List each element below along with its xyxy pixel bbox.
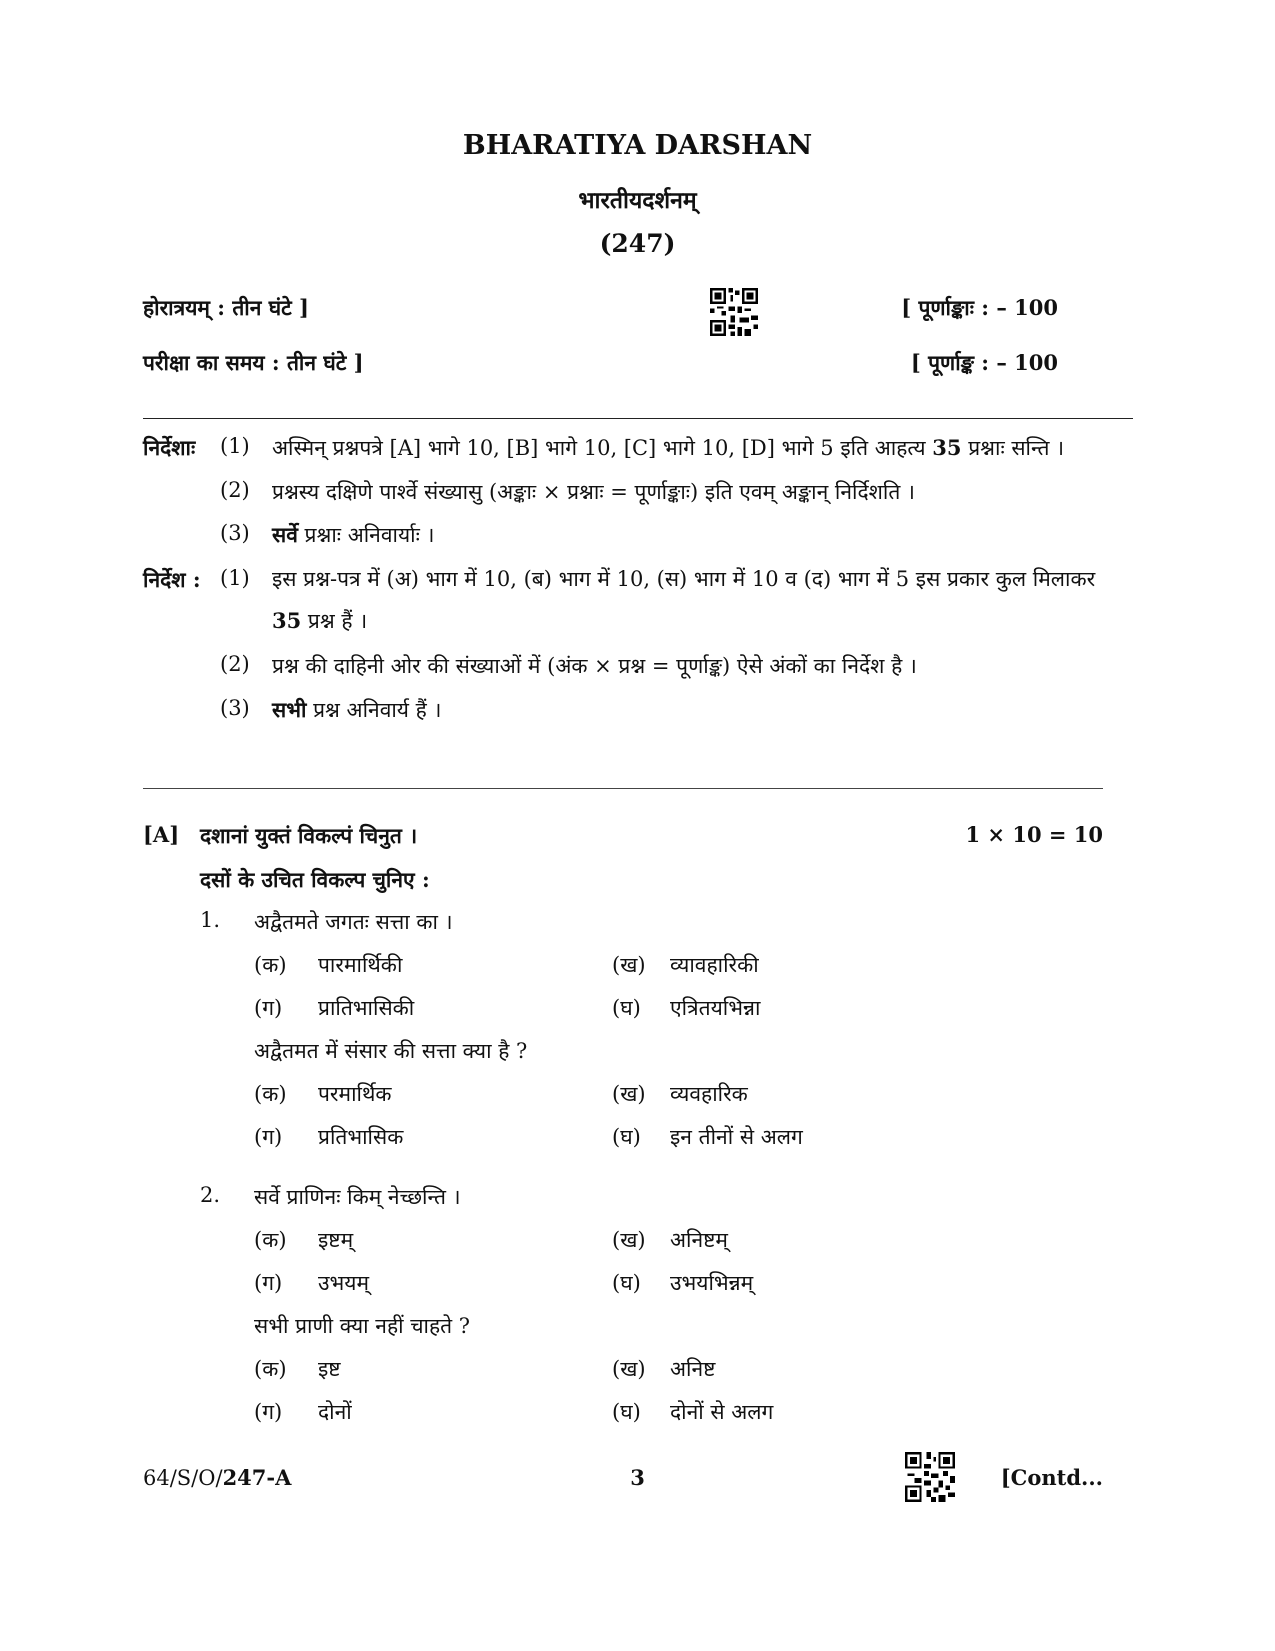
q1-sa-option-a: पारमार्थिकी — [318, 953, 403, 977]
q1-hi-option-a: परमार्थिक — [318, 1082, 392, 1106]
instructions-sanskrit-label: निर्देशाः — [143, 435, 196, 460]
time-hindi: परीक्षा का समय : तीन घंटे ] — [143, 350, 364, 375]
instruction-hi-2: प्रश्न की दाहिनी ओर की संख्याओं में (अंक × प्रश्न = पूर्णाङ्क) ऐसे अंकों का निर्देश है । — [272, 654, 917, 678]
section-a-label: [A] — [143, 822, 180, 847]
section-a-marks: 1 × 10 = 10 — [965, 822, 1103, 847]
instruction-hi-2-num: (2) — [220, 652, 250, 676]
q2-hi-option-d-label: (घ) — [612, 1400, 641, 1424]
q2-hi-option-c: दोनों — [318, 1400, 352, 1424]
q1-hi-option-b-label: (ख) — [612, 1082, 646, 1106]
instruction-hi-3: सभी प्रश्न अनिवार्य हैं । — [272, 697, 442, 722]
q1-sa-option-a-label: (क) — [254, 953, 287, 977]
instruction-sa-3: सर्वे प्रश्नाः अनिवार्याः । — [272, 522, 435, 547]
q2-sa-option-a: इष्टम् — [318, 1228, 354, 1252]
instruction-sa-2: प्रश्नस्य दक्षिणे पार्श्वे संख्यासु (अङ्काः × प्रश्नाः = पूर्णाङ्काः) इति एवम् अङ्कान् निर्दिशति । — [272, 480, 915, 504]
question-1-sanskrit: अद्वैतमते जगतः सत्ता का । — [254, 910, 453, 934]
q2-hi-option-a: इष्ट — [318, 1357, 341, 1381]
q2-hi-option-d: दोनों से अलग — [670, 1400, 774, 1424]
question-2-sanskrit: सर्वे प्राणिनः किम् नेच्छन्ति । — [254, 1185, 461, 1209]
subject-code: (247) — [599, 229, 676, 258]
instruction-sa-3-num: (3) — [220, 521, 250, 545]
q2-hi-option-b-label: (ख) — [612, 1357, 646, 1381]
q1-hi-option-a-label: (क) — [254, 1082, 287, 1106]
continued-marker: [Contd... — [1000, 1465, 1103, 1490]
q2-sa-option-c: उभयम् — [318, 1271, 370, 1295]
question-2-hindi: सभी प्राणी क्या नहीं चाहते ? — [254, 1314, 471, 1338]
q2-hi-option-b: अनिष्ट — [670, 1357, 716, 1381]
time-sanskrit: होरात्रयम् : तीन घंटे ] — [143, 295, 309, 320]
instruction-hi-1-num: (1) — [220, 566, 250, 590]
q2-sa-option-b: अनिष्टम् — [670, 1228, 728, 1252]
q1-hi-option-d-label: (घ) — [612, 1125, 641, 1149]
marks-sanskrit: [ पूर्णाङ्काः : – 100 — [901, 295, 1058, 320]
section-a-heading-sanskrit: दशानां युक्तं विकल्पं चिनुत । — [200, 823, 418, 848]
instruction-hi-1: इस प्रश्न-पत्र में (अ) भाग में 10, (ब) भाग में 10, (स) भाग में 10 व (द) भाग में 5 इस प्रकार कुल मिलाकर 35 प्रश्न हैं । — [272, 567, 1096, 633]
footer-paper-code: 64/S/O/247-A — [143, 1465, 292, 1490]
title-sanskrit: भारतीयदर्शनम् — [578, 187, 697, 214]
q2-sa-option-b-label: (ख) — [612, 1228, 646, 1252]
qr-code-icon — [710, 288, 758, 336]
q2-sa-option-d: उभयभिन्नम् — [670, 1271, 754, 1295]
instructions-divider — [143, 788, 1103, 789]
q1-hi-option-d: इन तीनों से अलग — [670, 1125, 803, 1149]
instructions-hindi-label: निर्देश : — [143, 567, 201, 592]
q1-sa-option-c-label: (ग) — [254, 996, 283, 1020]
question-1-hindi: अद्वैतमत में संसार की सत्ता क्या है ? — [254, 1039, 528, 1063]
section-a-heading-hindi: दसों के उचित विकल्प चुनिए : — [200, 867, 430, 892]
q1-sa-option-d-label: (घ) — [612, 996, 641, 1020]
header-divider — [143, 418, 1133, 419]
q2-sa-option-d-label: (घ) — [612, 1271, 641, 1295]
q1-hi-option-b: व्यवहारिक — [670, 1082, 748, 1106]
q1-hi-option-c: प्रतिभासिक — [318, 1125, 404, 1149]
instruction-sa-1-num: (1) — [220, 434, 250, 458]
instruction-sa-1: अस्मिन् प्रश्नपत्रे [A] भागे 10, [B] भागे 10, [C] भागे 10, [D] भागे 5 इति आहत्य 35 प्रश्नाः सन्ति । — [272, 435, 1065, 460]
q1-sa-option-b-label: (ख) — [612, 953, 646, 977]
q1-hi-option-c-label: (ग) — [254, 1125, 283, 1149]
q2-hi-option-a-label: (क) — [254, 1357, 287, 1381]
q1-sa-option-d: एत्रितयभिन्ना — [670, 996, 761, 1020]
q1-sa-option-c: प्रातिभासिकी — [318, 996, 415, 1020]
instruction-hi-3-num: (3) — [220, 696, 250, 720]
title-english: BHARATIYA DARSHAN — [462, 130, 813, 161]
question-2-number: 2. — [200, 1183, 221, 1207]
marks-hindi: [ पूर्णाङ्क : – 100 — [910, 350, 1058, 375]
q2-sa-option-a-label: (क) — [254, 1228, 287, 1252]
instruction-sa-2-num: (2) — [220, 478, 250, 502]
q2-sa-option-c-label: (ग) — [254, 1271, 283, 1295]
q2-hi-option-c-label: (ग) — [254, 1400, 283, 1424]
q1-sa-option-b: व्यावहारिकी — [670, 953, 759, 977]
question-1-number: 1. — [200, 908, 221, 932]
page-number: 3 — [630, 1465, 645, 1490]
qr-code-icon — [905, 1452, 955, 1502]
